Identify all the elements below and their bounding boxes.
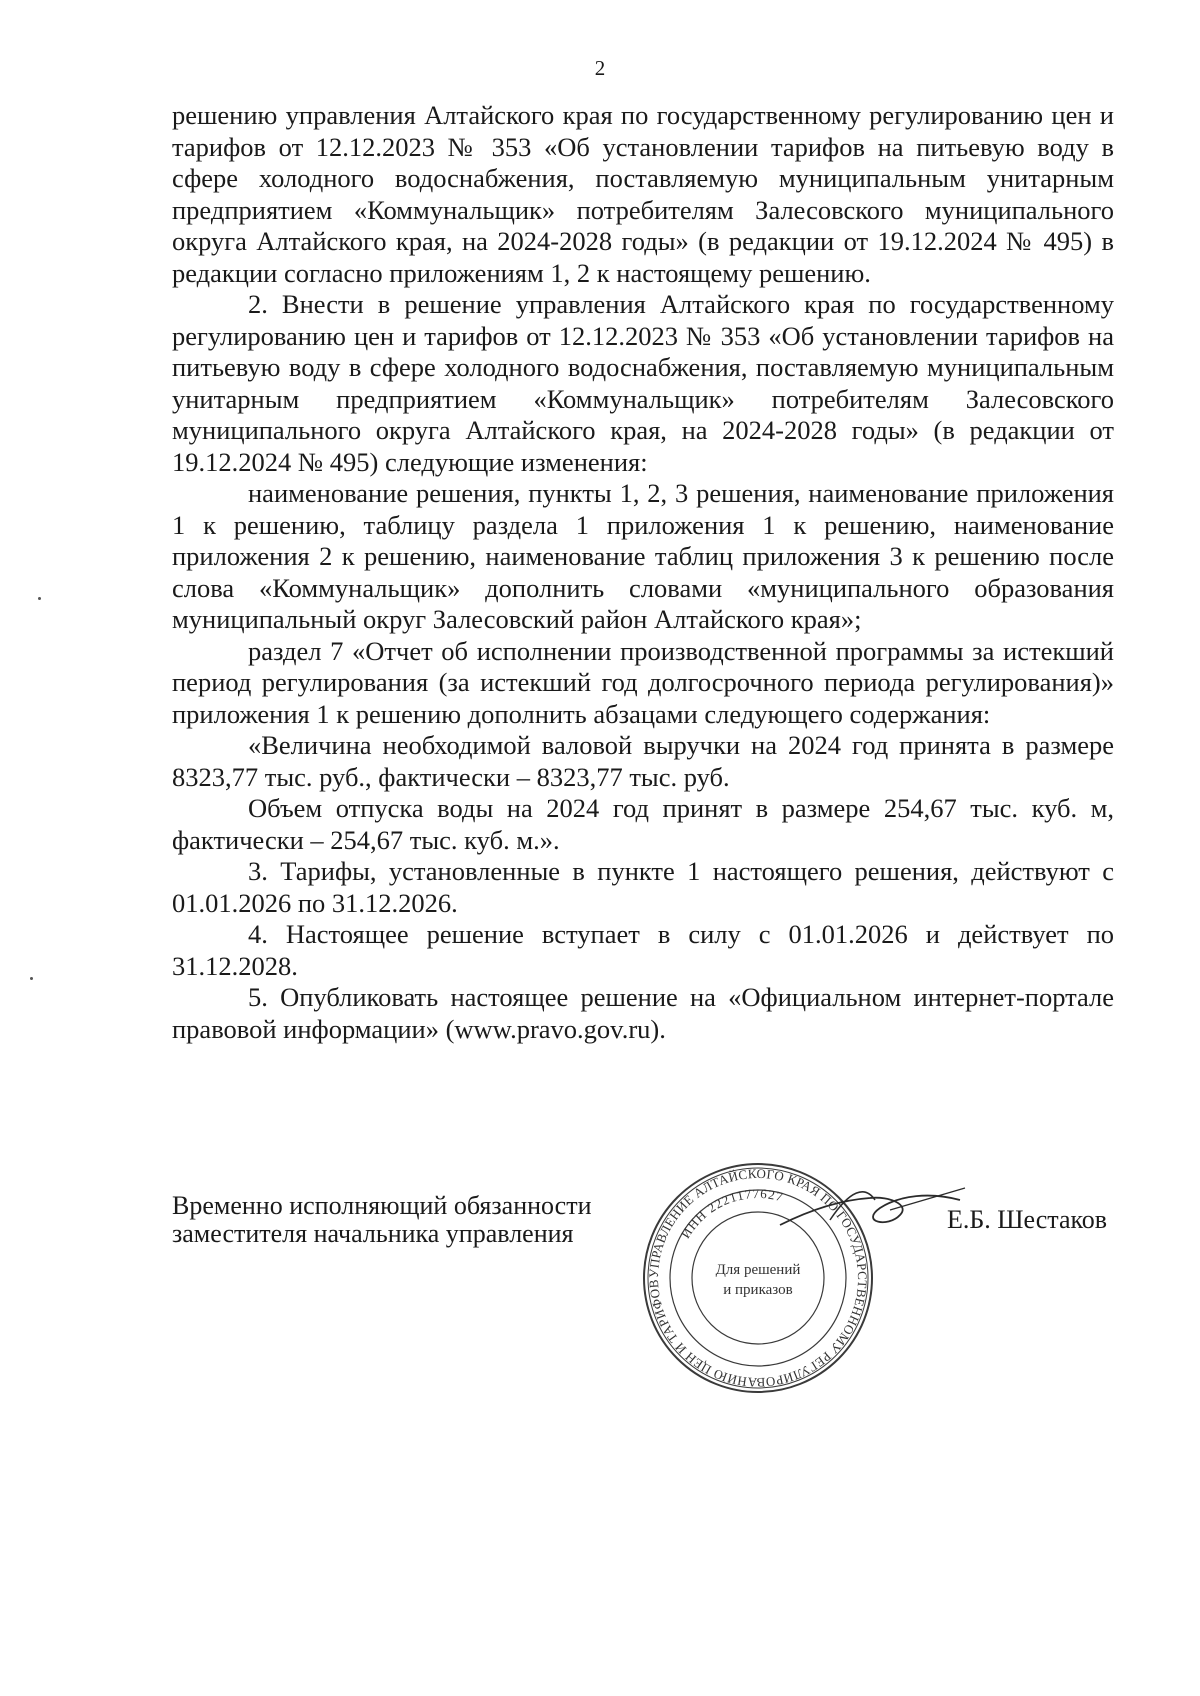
seal-center-line-1: Для решений bbox=[715, 1262, 801, 1278]
paragraph-revenue: «Величина необходимой валовой выручки на 2024 год принята в размере 8323,77 тыс. руб., фактически – 8323,77 тыс. руб. bbox=[172, 730, 1114, 792]
paragraph-item-2: 2. Внести в решение управления Алтайского края по государственному регулированию цен и тарифов от 12.12.2023 № 353 «Об установлении тарифов на питьевую воду в сфере холодного водоснабжения, поставляемую муниципальным унитарным предприятием «Коммунальщик» потребителям Залесовского муниципального округа Алтайского края, на 2024-2028 годы» (в редакции от 19.12.2024 № 495) следующие изменения: bbox=[172, 289, 1114, 477]
page-number: 2 bbox=[594, 56, 606, 80]
signatory-name: Е.Б. Шестаков bbox=[947, 1205, 1108, 1234]
document-body bbox=[172, 100, 1114, 1045]
seal-inn-text: ИНН 2221177627 bbox=[677, 1185, 786, 1241]
scan-speck bbox=[38, 597, 41, 600]
seal-center-line-2: и приказов bbox=[723, 1282, 793, 1298]
paragraph-item-5: 5. Опубликовать настоящее решение на «Официальном интернет-портале правовой информации» (www.pravo.gov.ru). bbox=[172, 982, 1114, 1044]
paragraph-amendment-names: наименование решения, пункты 1, 2, 3 решения, наименование приложения 1 к решению, таблицу раздела 1 приложения 1 к решению, наименование приложения 2 к решению, наименование таблиц приложения 3 к решению после слова «Коммунальщик» дополнить словами «муниципального образования муниципальный округ Залесовский район Алтайского края»; bbox=[172, 478, 1114, 634]
paragraph-item-4: 4. Настоящее решение вступает в силу с 01.01.2026 и действует по 31.12.2028. bbox=[172, 919, 1114, 981]
signatory-position-line-1: Временно исполняющий обязанности bbox=[172, 1191, 592, 1220]
signatory-position bbox=[172, 1192, 592, 1248]
scan-speck bbox=[30, 977, 33, 980]
paragraph-continuation: решению управления Алтайского края по государственному регулированию цен и тарифов от 12.12.2023 № 353 «Об установлении тарифов на питьевую воду в сфере холодного водоснабжения, поставляемую муниципальным унитарным предприятием «Коммунальщик» потребителям Залесовского муниципального округа Алтайского края, на 2024-2028 годы» (в редакции от 19.12.2024 № 495) в редакции согласно приложениям 1, 2 к настоящему решению. bbox=[172, 100, 1114, 288]
paragraph-amendment-section-7: раздел 7 «Отчет об исполнении производственной программы за истекший период регулирования (за истекший год долгосрочного периода регулирования)» приложения 1 к решению дополнить абзацами следующего содержания: bbox=[172, 635, 1114, 729]
seal-outer-text: УПРАВЛЕНИЕ АЛТАЙСКОГО КРАЯ ПО ГОСУДАРСТВЕННОМУ РЕГУЛИРОВАНИЮ ЦЕН И ТАРИФОВ bbox=[645, 1165, 871, 1391]
handwritten-signature bbox=[770, 1170, 970, 1250]
paragraph-water-volume: Объем отпуска воды на 2024 год принят в размере 254,67 тыс. куб. м, фактически – 254,67 тыс. куб. м.». bbox=[172, 793, 1114, 855]
paragraph-item-3: 3. Тарифы, установленные в пункте 1 настоящего решения, действуют с 01.01.2026 по 31.12.2026. bbox=[172, 856, 1114, 918]
signatory-position-line-2: заместителя начальника управления bbox=[172, 1219, 574, 1248]
